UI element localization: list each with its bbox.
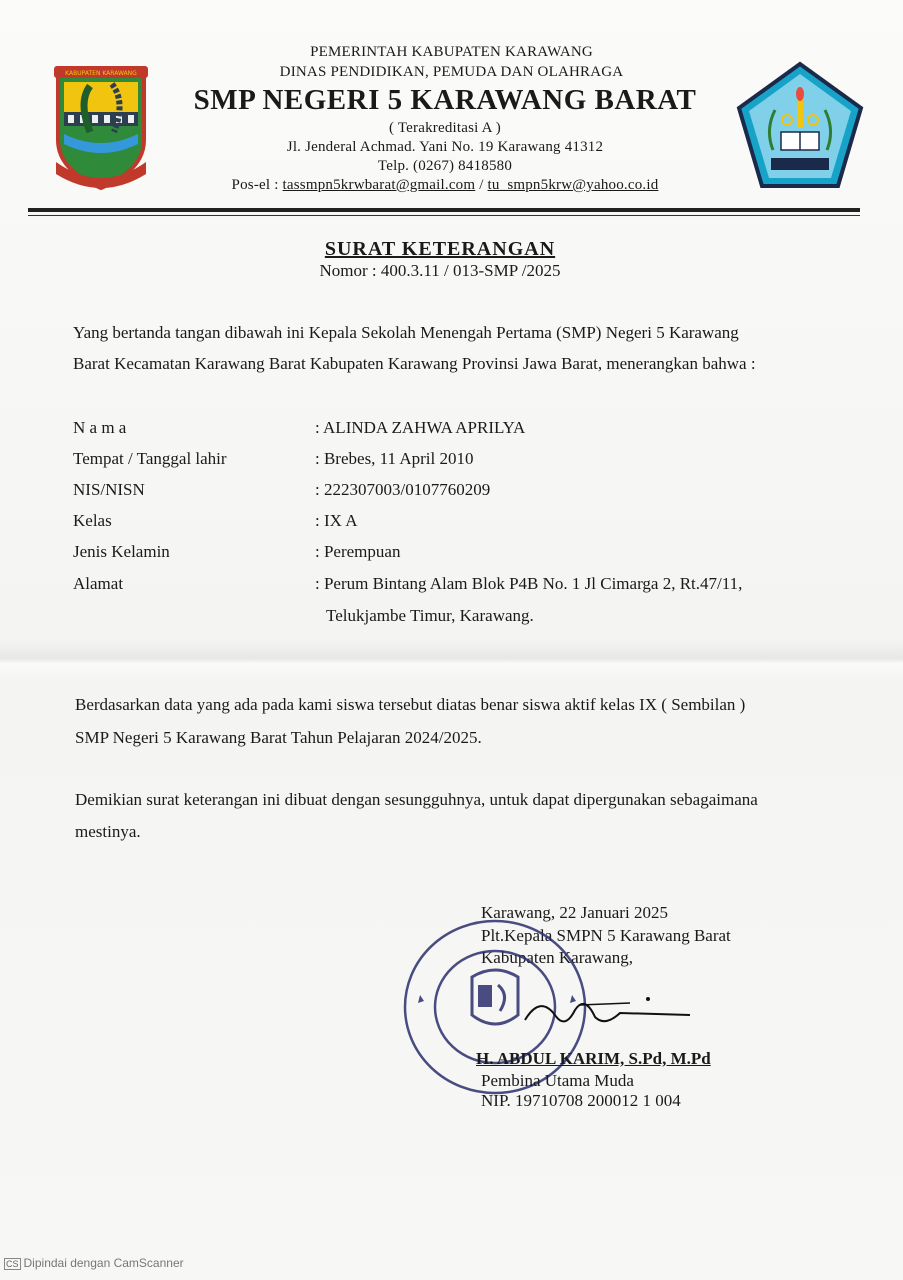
camscanner-icon: CS bbox=[6, 1259, 19, 1269]
accreditation: ( Terakreditasi A ) bbox=[388, 120, 502, 136]
statement-line-1: Berdasarkan data yang ada pada kami siswa tersebut diatas benar siswa aktif kelas IX ( Sembilan ) bbox=[75, 695, 746, 714]
opening-line-1: Yang bertanda tangan dibawah ini Kepala Sekolah Menengah Pertama (SMP) Negeri 5 Karawang bbox=[73, 323, 739, 342]
email-separator: / bbox=[479, 177, 484, 193]
closing-line-2: mestinya. bbox=[75, 822, 141, 841]
handwritten-signature bbox=[520, 985, 720, 1045]
value-gender: : Perempuan bbox=[315, 542, 401, 561]
label-birth: Tempat / Tanggal lahir bbox=[73, 449, 227, 468]
label-name: N a m a bbox=[73, 418, 127, 437]
label-gender: Jenis Kelamin bbox=[73, 542, 170, 561]
email-secondary: tu_smpn5krw@yahoo.co.id bbox=[487, 177, 659, 193]
sign-place-date: Karawang, 22 Januari 2025 bbox=[481, 903, 668, 922]
email-line bbox=[0, 177, 890, 194]
signer-nip: NIP. 19710708 200012 1 004 bbox=[481, 1091, 681, 1110]
signer-rank: Pembina Utama Muda bbox=[481, 1071, 634, 1090]
closing-line-1: Demikian surat keterangan ini dibuat dengan sesungguhnya, untuk dapat dipergunakan sebagaimana bbox=[75, 790, 758, 809]
value-address-line-1: : Perum Bintang Alam Blok P4B No. 1 Jl Cimarga 2, Rt.47/11, bbox=[315, 574, 743, 593]
opening-line-2: Barat Kecamatan Karawang Barat Kabupaten Karawang Provinsi Jawa Barat, menerangkan bahwa : bbox=[73, 354, 756, 373]
label-class: Kelas bbox=[73, 511, 112, 530]
email-label: Pos-el : bbox=[231, 177, 279, 193]
email-primary: tassmpn5krwbarat@gmail.com bbox=[282, 177, 476, 193]
value-nis: : 222307003/0107760209 bbox=[315, 480, 491, 499]
scanner-watermark bbox=[4, 1256, 184, 1270]
statement-line-2: SMP Negeri 5 Karawang Barat Tahun Pelajaran 2024/2025. bbox=[75, 728, 482, 747]
sign-position: Plt.Kepala SMPN 5 Karawang Barat bbox=[481, 926, 731, 945]
svg-text:KABUPATEN KARAWANG: KABUPATEN KARAWANG bbox=[65, 70, 137, 77]
value-birth: : Brebes, 11 April 2010 bbox=[315, 449, 474, 468]
address: Jl. Jenderal Achmad. Yani No. 19 Karawang 41312 bbox=[286, 139, 604, 155]
paper-fold bbox=[0, 640, 903, 680]
value-name: : ALINDA ZAHWA APRILYA bbox=[315, 418, 526, 437]
header-government: PEMERINTAH KABUPATEN KARAWANG bbox=[310, 44, 593, 60]
letter-title: SURAT KETERANGAN bbox=[324, 238, 556, 260]
letter-number: Nomor : 400.3.11 / 013-SMP /2025 bbox=[319, 261, 561, 280]
scanner-watermark-text: Dipindai dengan CamScanner bbox=[23, 1256, 184, 1270]
header-agency: DINAS PENDIDIKAN, PEMUDA DAN OLAHRAGA bbox=[279, 64, 624, 80]
header-rule-thick bbox=[28, 208, 860, 212]
label-address: Alamat bbox=[73, 574, 124, 593]
phone: Telp. (0267) 8418580 bbox=[377, 158, 513, 174]
signer-name: H. ABDUL KARIM, S.Pd, M.Pd bbox=[476, 1049, 711, 1068]
value-address-line-2: Telukjambe Timur, Karawang. bbox=[326, 606, 534, 625]
sign-regency: Kabupaten Karawang, bbox=[481, 948, 633, 967]
value-class: : IX A bbox=[315, 511, 358, 530]
header-rule-thin bbox=[28, 215, 860, 216]
school-name: SMP NEGERI 5 KARAWANG BARAT bbox=[193, 84, 697, 116]
label-nis: NIS/NISN bbox=[73, 480, 145, 499]
